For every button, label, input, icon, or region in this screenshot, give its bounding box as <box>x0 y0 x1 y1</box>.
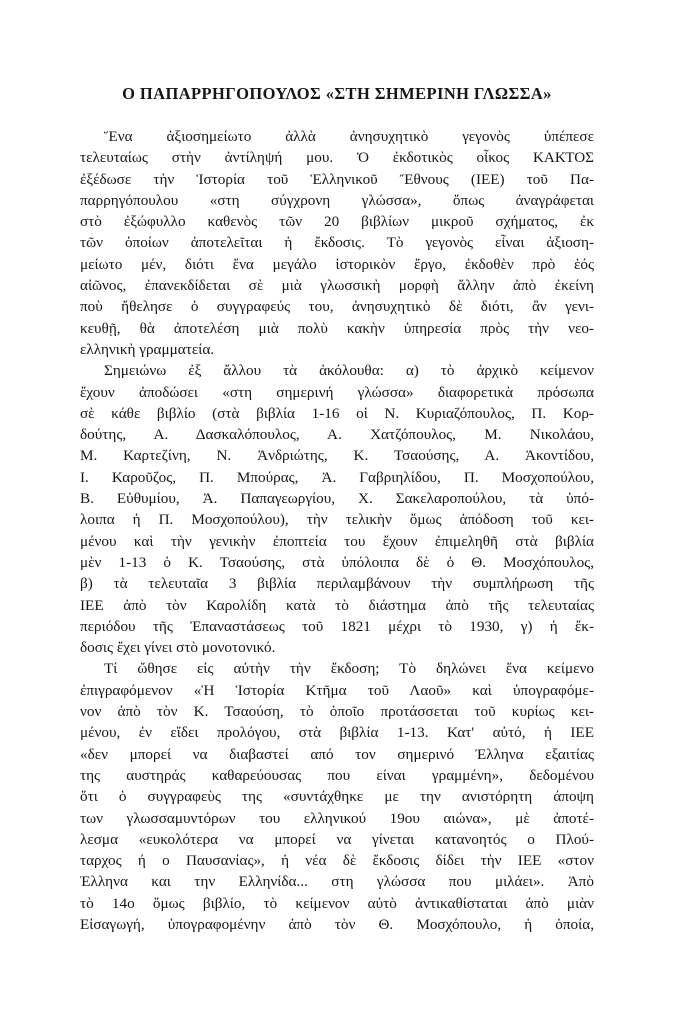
text-line: β) τὰ τελευταῖα 3 βιβλία περιλαμβάνουν τὴν συμπλήρωση τῆς <box>80 575 594 593</box>
text-line: ὅτι ὁ συγγραφεὺς της «συντάχθηκε με την ανιστόρητη άποψη <box>80 788 594 806</box>
text-line: Τί ὤθησε εἰς αὐτὴν τὴν ἔκδοση; Τὸ δηλώνει ἕνα κείμενο <box>104 660 594 678</box>
text-line: κευθῇ, θὰ ἀποτελέση μιὰ πολὺ κακὴν ὑπηρεσία πρὸς τὴν νεο- <box>80 319 594 337</box>
text-line: σὲ κάθε βιβλίο (στὰ βιβλία 1-16 οἱ Ν. Κυριαζόπουλος, Π. Κορ- <box>80 404 594 422</box>
text-line: μένου καὶ τὴν γενικὴν ἐποπτεία του ἔχουν ἐπιμεληθῆ στὰ βιβλία <box>80 532 594 550</box>
text-line: ἔχουν ἀποδώσει «στη σημερινή γλώσσα» διαφορετικὰ πρόσωπα <box>80 383 594 401</box>
text-line: της αυστηράς καθαρεύουσας που είναι γραμμένη», δεδομένου <box>80 766 594 784</box>
text-line: τελευταίως στὴν ἀντίληψή μου. Ὁ ἐκδοτικὸς οἶκος ΚΑΚΤΟΣ <box>80 149 594 167</box>
text-line: Β. Εὐθυμίου, Ἀ. Παπαγεωργίου, Χ. Σακελαροπούλου, τὰ ὑπό- <box>80 490 594 508</box>
text-line: Έλληνα και την Ελληνίδα... στη γλώσσα που μιλάει». Ἀπὸ <box>80 873 594 891</box>
text-line: Εἰσαγωγή, ὑπογραφομένην ἀπὸ τὸν Θ. Μοσχόπουλο, ἡ ὁποία, <box>80 915 594 933</box>
text-line: τὸ 14ο ὅμως βιβλίο, τὸ κείμενον αὐτὸ ἀντικαθίσταται ἀπὸ μιὰν <box>80 894 594 912</box>
text-line: Μ. Καρτεζίνη, Ν. Ἀνδριώτης, Κ. Τσαούσης, Α. Ἀκοντίδου, <box>80 447 594 465</box>
text-line: μὲν 1-13 ὁ Κ. Τσαούσης, στὰ ὑπόλοιπα δὲ ὁ Θ. Μοσχόπουλος, <box>80 553 594 571</box>
text-line: λοιπα ἡ Π. Μοσχοπούλου), τὴν τελικὴν ὅμως ἀπόδοση τοῦ κει- <box>80 511 594 529</box>
text-line: δούτης, Α. Δασκαλόπουλος, Α. Χατζόπουλος, Μ. Νικολάου, <box>80 426 594 444</box>
text-line: τῶν ὁποίων ἀποτελεῖται ἡ ἔκδοσις. Τὸ γεγονὸς εἶναι ἀξιοση- <box>80 234 594 252</box>
text-line: παρρηγόπουλου «στη σύγχρονη γλώσσα», ὅπως ἀναγράφεται <box>80 191 594 209</box>
page-title: Ο ΠΑΠΑΡΡΗΓΟΠΟΥΛΟΣ «ΣΤΗ ΣΗΜΕΡΙΝΗ ΓΛΩΣΣΑ» <box>122 84 552 103</box>
text-line: λεσμα «ευκολότερα να μπορεί να γίνεται κατανοητός ο Πλού- <box>80 830 594 848</box>
text-line: ΙΕΕ ἀπὸ τὸν Καρολίδη κατὰ τὸ διάστημα ἀπὸ τῆς τελευταίας <box>80 596 594 614</box>
text-line: των γλωσσαμυντόρων του ελληνικού 19ου αιώνα», μὲ ἀποτέ- <box>80 809 594 827</box>
text-line: μείωτο μέν, διότι ἕνα μεγάλο ἱστορικὸν ἔργο, ἐκδοθὲν πρὸ ἑός <box>80 255 594 273</box>
text-line: νον ἀπὸ τὸν Κ. Τσαούση, τὸ ὁποῖο προτάσσεται τοῦ κυρίως κει- <box>80 703 594 721</box>
text-line: περιόδου τῆς Ἐπαναστάσεως τοῦ 1821 μέχρι τὸ 1930, γ) ἡ ἔκ- <box>80 617 594 635</box>
text-line: ποὺ ἤθελησε ὁ συγγραφεύς του, ἀνησυχητικὸ δὲ διότι, ἂν γενι- <box>80 298 594 316</box>
text-line: Ἕνα ἀξιοσημείωτο ἀλλὰ ἀνησυχητικὸ γεγονὸς ὑπέπεσε <box>104 128 594 145</box>
text-line: «δεν μπορεί να διαβαστεί από τον σημερινό Έλληνα εξαιτίας <box>80 745 594 763</box>
text-line: δοσις ἔχει γίνει στὸ μονοτονικό. <box>80 639 276 657</box>
text-line: ελληνικὴ γραμματεία. <box>80 340 215 358</box>
text-line: στὸ ἐξώφυλλο καθενὸς τῶν 20 βιβλίων μικροῦ σχήματος, ἐκ <box>80 213 594 231</box>
text-line: μένου, ἐν εἴδει προλόγου, στὰ βιβλία 1-13. Κατ' αὐτό, ἡ ΙΕΕ <box>80 724 594 742</box>
text-line: ἐπιγραφόμενον «Ἡ Ἱστορία Κτῆμα τοῦ Λαοῦ» καὶ ὑπογραφόμε- <box>80 681 594 699</box>
body-text <box>80 126 594 935</box>
text-line: Ι. Καροῦζος, Π. Μπούρας, Ἀ. Γαβριηλίδου, Π. Μοσχοπούλου, <box>80 468 594 486</box>
text-line: ἐξέδωσε τὴν Ἱστορία τοῦ Ἑλληνικοῦ Ἔθνους (ΙΕΕ) τοῦ Πα- <box>80 170 594 188</box>
text-line: ταρχος ή ο Παυσανίας», ἡ νέα δὲ ἔκδοσις δίδει τὴν ΙΕΕ «στον <box>80 852 594 870</box>
text-line: αἰῶνος, ἐπανεκδίδεται σὲ μιὰ γλωσσικὴ μορφὴ ἄλλην ἀπὸ ἐκείνη <box>80 277 594 295</box>
text-line: Σημειώνω ἐξ ἄλλου τὰ ἀκόλουθα: α) τὸ ἀρχικὸ κείμενον <box>104 362 594 380</box>
